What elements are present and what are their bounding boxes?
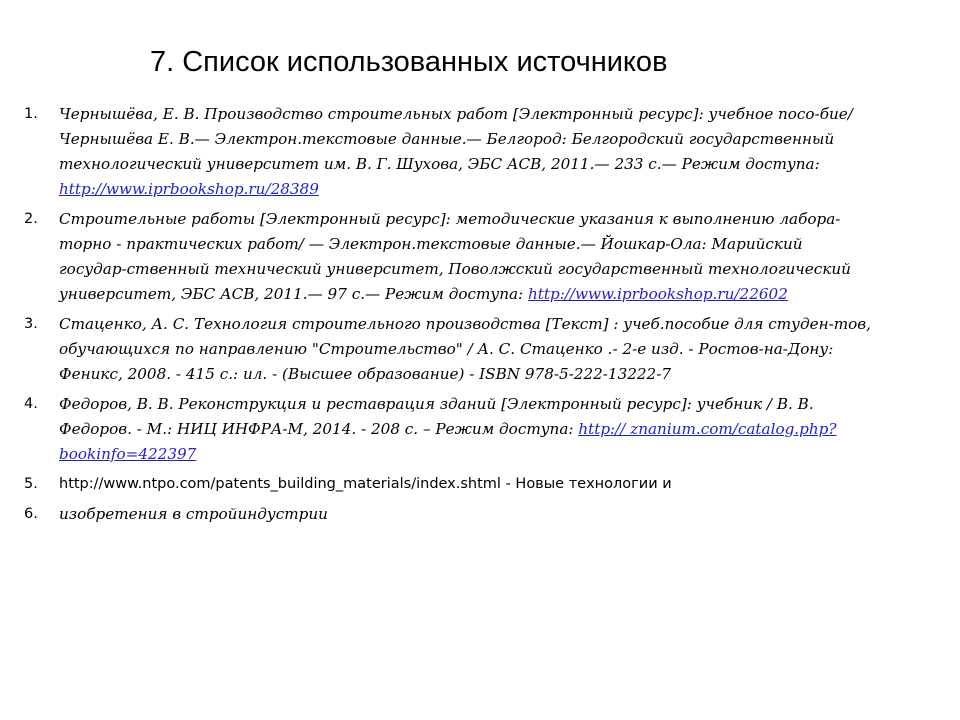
reference-link[interactable]: http:// znanium.com/catalog.php?bookinfo=422397 xyxy=(59,420,837,463)
reference-item xyxy=(24,392,874,467)
reference-text xyxy=(59,472,874,497)
reference-number: 2. xyxy=(24,211,38,227)
slide-title: 7. Список использованных источников xyxy=(150,46,668,78)
reference-link[interactable]: http://www.iprbookshop.ru/22602 xyxy=(527,285,788,303)
reference-list xyxy=(24,102,874,532)
reference-number: 1. xyxy=(24,106,38,122)
reference-item xyxy=(24,502,874,527)
reference-number: 5. xyxy=(24,476,38,492)
reference-text xyxy=(59,207,874,307)
reference-item xyxy=(24,207,874,307)
reference-number: 4. xyxy=(24,396,38,412)
reference-item xyxy=(24,102,874,202)
reference-citation: изобретения в стройиндустрии xyxy=(59,505,328,523)
reference-number: 6. xyxy=(24,506,38,522)
reference-text xyxy=(59,502,874,527)
reference-text xyxy=(59,312,874,387)
reference-item xyxy=(24,312,874,387)
reference-number: 3. xyxy=(24,316,38,332)
reference-citation: http://www.ntpo.com/patents_building_materials/index.shtml - Новые технологии и xyxy=(59,476,672,492)
reference-item xyxy=(24,472,874,497)
reference-citation: Строительные работы [Электронный ресурс]: методические указания к выполнению лабора-торно - практических работ/ — Электрон.текстовые данные.— Йошкар-Ола: Марийский государ-ственный технический университет, Поволжский государственный технологический университет, ЭБС АСВ, 2011.— 97 с.— Режим доступа: xyxy=(59,210,851,303)
reference-text xyxy=(59,392,874,467)
reference-text xyxy=(59,102,874,202)
reference-citation: Чернышёва, Е. В. Производство строительных работ [Электронный ресурс]: учебное посо-бие/ Чернышёва Е. В.— Электрон.текстовые данные.— Белгород: Белгородский государственный технологический университет им. В. Г. Шухова, ЭБС АСВ, 2011.— 233 с.— Режим доступа: xyxy=(59,105,853,173)
reference-link[interactable]: http://www.iprbookshop.ru/28389 xyxy=(59,180,319,198)
reference-citation: Федоров, В. В. Реконструкция и реставрация зданий [Электронный ресурс]: учебник / В. В. Федоров. - М.: НИЦ ИНФРА-М, 2014. - 208 с. – Режим доступа: xyxy=(59,395,814,438)
reference-citation: Стаценко, А. С. Технология строительного производства [Текст] : учеб.пособие для студен-тов, обучающихся по направлению "Строительство" / А. С. Стаценко .- 2-е изд. - Ростов-на-Дону: Феникс, 2008. - 415 с.: ил. - (Высшее образование) - ISBN 978-5-222-13222-7 xyxy=(59,315,871,383)
